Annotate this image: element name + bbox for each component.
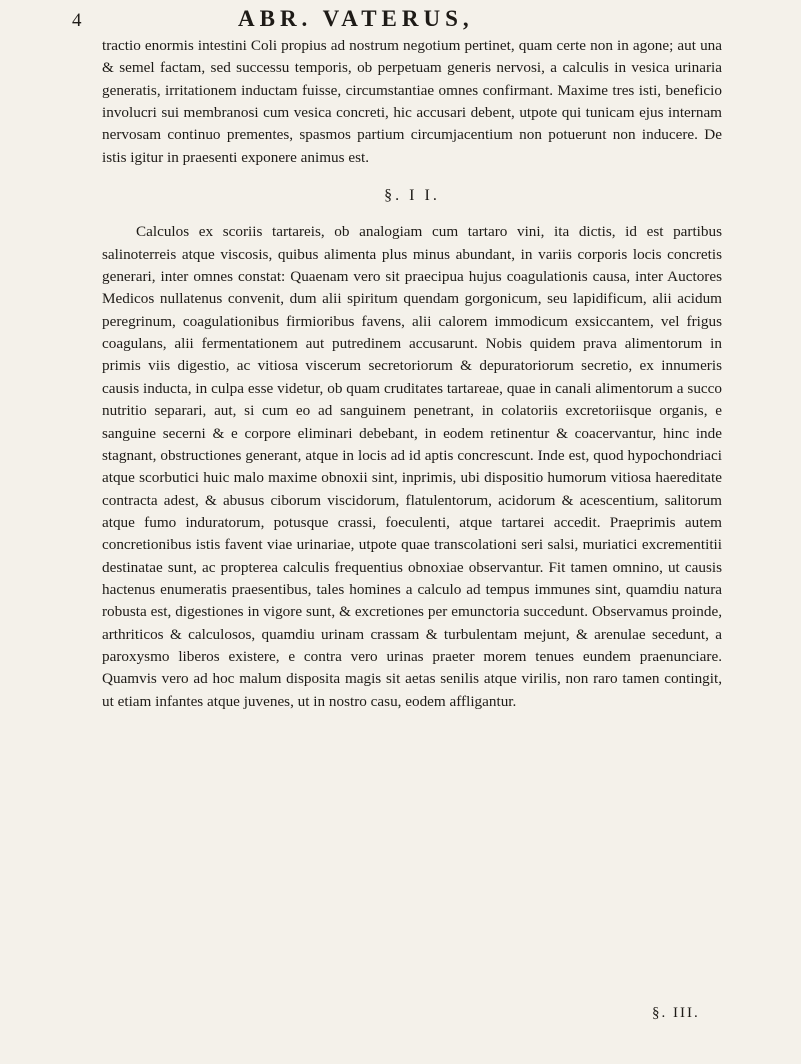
body-text bbox=[102, 35, 722, 713]
running-head: ABR. VATERUS, bbox=[238, 6, 474, 31]
page-number: 4 bbox=[72, 10, 82, 31]
paragraph-2: Calculos ex scoriis tartareis, ob analogiam cum tartaro vini, ita dictis, id est partibus salinoterreis atque viscosis, quibus alimenta plus minus abundant, in variis corporis locis concretis generari, inter omnes constat: Quaenam vero sit praecipua hujus coagulationis causa, inter Auctores Medicos nullatenus convenit, dum alii spiritum quendam gorgonicum, seu lapidificum, alii acidum peregrinum, coagulationibus firmioribus favens, alii calorem immodicum exsiccantem, vel frigus coagulans, alii fermentationem aut putredinem accusarunt. Nobis quidem prava alimentorum in primis viis digestio, ac vitiosa viscerum secretoriorum & depuratoriorum secretio, ex innumeris causis inducta, in culpa esse videtur, ob quam cruditates tartareae, quae in canali alimentorum a succo nutritio separari, aut, si cum eo ad sanguinem penetrant, in colatoriis excretoriisque organis, e sanguine secerni & e corpore eliminari debebant, in eodem retinentur & coacervantur, hinc inde stagnant, obstructiones generant, atque in locis ad id aptis concrescunt. Inde est, quod hypochondriaci atque scorbutici huic malo maxime obnoxii sint, inprimis, ubi dispositio humorum vitiosa haereditate contracta adest, & abusus ciborum viscidorum, flatulentorum, acidorum & acescentium, salitorum atque fumo induratorum, potusque crassi, foeculenti, atque tartarei accedit. Praeprimis autem concretionibus istis favent viae urinariae, utpote quae transcolationi seri salsi, muriatici excrementitii destinatae sunt, ac propterea calculis frequentius obnoxiae observantur. Fit tamen omnino, ut causis hactenus enumeratis praesentibus, tales homines a calculo ad tempus immunes sint, quamdiu natura robusta est, digestiones in vigore sunt, & excretiones per emunctoria succedunt. Observamus proinde, arthriticos & calculosos, quamdiu urinam crassam & turbulentam mejunt, & arenulae secedunt, a paroxysmo liberos existere, e contra vero urinas praeter morem tenues eundem praenunciare. Quamvis vero ad hoc malum disposita magis sit aetas senilis atque virilis, non raro tamen contingit, ut etiam infantes atque juvenes, ut in nostro casu, eodem affligantur. bbox=[102, 223, 722, 710]
catchword: §. III. bbox=[652, 1005, 700, 1021]
section-heading: §. I I. bbox=[384, 187, 440, 205]
page-header bbox=[0, 6, 801, 36]
paragraph-1: tractio enormis intestini Coli propius ad nostrum negotium pertinet, quam certe non in agone; aut una & semel factam, sed successu temporis, ob perpetuam generis nervosi, a calculis in vesica urinaria generatis, irritationem inductam fuisse, circumstantiae omnes confirmant. Maxime tres isti, beneficio involucri sui membranosi cum vesica concreti, hic accusari debent, utpote qui tunicam ejus internam nervosam continuo prementes, spasmos partium circumjacentium non potuerunt non inducere. De istis igitur in praesenti exponere animus est. bbox=[102, 37, 722, 166]
